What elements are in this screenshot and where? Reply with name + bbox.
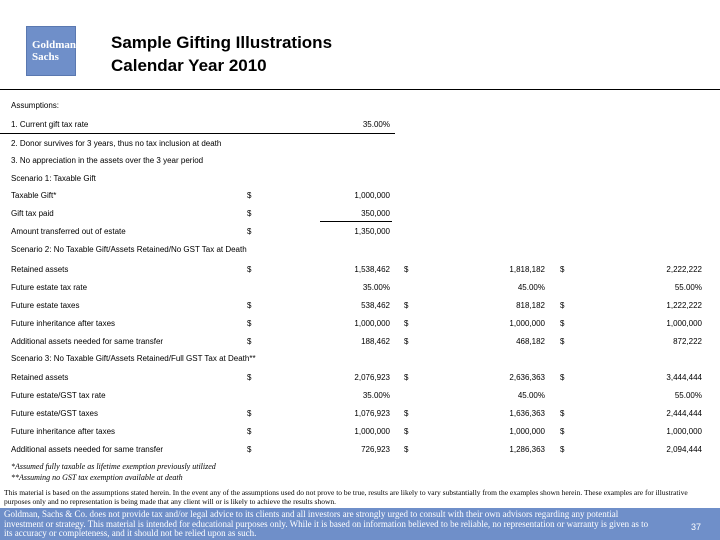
s1-row-value: 1,000,000 (354, 191, 390, 200)
s3-col1-currency: $ (247, 445, 252, 454)
assumption-1-label: 1. Current gift tax rate (11, 120, 89, 129)
s3-col3-value: 2,094,444 (666, 445, 702, 454)
s3-row-label: Future estate/GST taxes (11, 409, 99, 418)
s2-col3-currency: $ (560, 265, 565, 274)
s3-col2-value: 1,286,363 (509, 445, 545, 454)
s3-col1-value: 726,923 (361, 445, 390, 454)
s3-col2-value: 45.00% (517, 391, 545, 400)
goldman-sachs-logo (26, 26, 76, 76)
s2-col1-currency: $ (247, 337, 252, 346)
s2-col3-value: 2,222,222 (666, 265, 702, 274)
s2-row-label: Future estate tax rate (11, 283, 88, 292)
s2-col2-value: 468,182 (516, 337, 545, 346)
s2-col1-currency: $ (247, 301, 252, 310)
logo-line1: Goldman (32, 39, 77, 51)
s2-col2-value: 1,818,182 (509, 265, 545, 274)
s2-col3-value: 1,222,222 (666, 301, 702, 310)
disclaimer-legal: Goldman, Sachs & Co. does not provide tax and/or legal advice to its clients and all investors are strongly urged to consult with their own advisors regarding any potential investment or strategy. This material is intended for educational purposes only. While it is based on information believed to be reliable, no representation or warranty is given as to its accuracy or completeness, and it should not be relied upon as such. (4, 509, 649, 538)
s3-col2-value: 2,636,363 (509, 373, 545, 382)
s3-col3-currency: $ (560, 427, 565, 436)
s3-col3-currency: $ (560, 409, 565, 418)
s3-col1-value: 1,000,000 (354, 427, 390, 436)
assumptions-heading: Assumptions: (11, 101, 60, 110)
s2-col2-currency: $ (404, 319, 409, 328)
assumption-1-value: 35.00% (362, 120, 390, 129)
scenario-1-heading: Scenario 1: Taxable Gift (11, 174, 96, 183)
s3-col3-value: 55.00% (674, 391, 702, 400)
s3-col2-value: 1,000,000 (509, 427, 545, 436)
s2-col3-currency: $ (560, 337, 565, 346)
s2-col2-value: 1,000,000 (509, 319, 545, 328)
assumption-2: 2. Donor survives for 3 years, thus no tax inclusion at death (11, 139, 222, 148)
scenario-3-heading: Scenario 3: No Taxable Gift/Assets Retained/Full GST Tax at Death** (11, 354, 256, 363)
s2-col1-value: 538,462 (361, 301, 390, 310)
s1-row-label: Gift tax paid (11, 209, 54, 218)
s2-row-label: Future estate taxes (11, 301, 80, 310)
s3-col3-value: 1,000,000 (666, 427, 702, 436)
s1-row-currency: $ (247, 191, 252, 200)
scenario-2-heading: Scenario 2: No Taxable Gift/Assets Retained/No GST Tax at Death (11, 245, 247, 254)
assumption-3: 3. No appreciation in the assets over the 3 year period (11, 156, 204, 165)
header-rule (0, 89, 720, 90)
s3-col1-currency: $ (247, 373, 252, 382)
s1-row-currency: $ (247, 227, 252, 236)
s2-col3-value: 55.00% (674, 283, 702, 292)
disclaimer-assumptions: This material is based on the assumptions stated herein. In the event any of the assumptions used do not prove to be true, results are likely to vary substantially from the examples shown herein. These examples are for illustrative purposes only and no representation is being made that any client will or is likely to achieve the results shown. (4, 488, 688, 506)
s2-col3-currency: $ (560, 319, 565, 328)
s1-row-value: 1,350,000 (354, 227, 390, 236)
s2-col3-value: 872,222 (673, 337, 702, 346)
title-line1: Sample Gifting Illustrations (111, 33, 333, 52)
s2-col1-value: 1,538,462 (354, 265, 390, 274)
s2-row-label: Additional assets needed for same transfer (11, 337, 164, 346)
page-title (111, 31, 332, 77)
s3-col3-value: 2,444,444 (666, 409, 702, 418)
s3-col1-value: 2,076,923 (354, 373, 390, 382)
s2-col2-value: 45.00% (517, 283, 545, 292)
s3-col3-currency: $ (560, 445, 565, 454)
s3-row-label: Future inheritance after taxes (11, 427, 116, 436)
s2-col1-currency: $ (247, 319, 252, 328)
s2-col2-currency: $ (404, 265, 409, 274)
title-line2: Calendar Year 2010 (111, 56, 267, 75)
s1-row-currency: $ (247, 209, 252, 218)
s2-col1-value: 1,000,000 (354, 319, 390, 328)
s2-col2-currency: $ (404, 337, 409, 346)
s2-col2-currency: $ (404, 301, 409, 310)
s2-col2-value: 818,182 (516, 301, 545, 310)
s3-col3-currency: $ (560, 373, 565, 382)
s3-col1-currency: $ (247, 427, 252, 436)
s2-row-label: Future inheritance after taxes (11, 319, 116, 328)
s2-col1-currency: $ (247, 265, 252, 274)
s3-col1-value: 1,076,923 (354, 409, 390, 418)
page-number: 37 (690, 522, 701, 532)
s2-col1-value: 188,462 (361, 337, 390, 346)
footer-bar (0, 508, 720, 540)
s3-col1-value: 35.00% (362, 391, 390, 400)
s2-row-label: Retained assets (11, 265, 69, 274)
logo-line2: Sachs (32, 51, 59, 63)
s3-col3-value: 3,444,444 (666, 373, 702, 382)
s3-col2-currency: $ (404, 427, 409, 436)
s2-col1-value: 35.00% (362, 283, 390, 292)
s3-col2-currency: $ (404, 409, 409, 418)
s3-col2-value: 1,636,363 (509, 409, 545, 418)
footnote-2: **Assuming no GST tax exemption available at death (11, 473, 183, 482)
footnote-1: *Assumed fully taxable as lifetime exemption previously utilized (11, 462, 216, 471)
s3-row-label: Future estate/GST tax rate (11, 391, 106, 400)
s3-col1-currency: $ (247, 409, 252, 418)
s2-col3-currency: $ (560, 301, 565, 310)
s2-col3-value: 1,000,000 (666, 319, 702, 328)
s3-row-label: Retained assets (11, 373, 69, 382)
s1-row-label: Amount transferred out of estate (11, 227, 126, 236)
s1-row-label: Taxable Gift* (11, 191, 57, 200)
assumption-1-rule (0, 133, 395, 134)
s3-col2-currency: $ (404, 373, 409, 382)
s1-row-value: 350,000 (361, 209, 390, 218)
s3-row-label: Additional assets needed for same transfer (11, 445, 164, 454)
s1-subtotal-rule (320, 221, 392, 222)
s3-col2-currency: $ (404, 445, 409, 454)
